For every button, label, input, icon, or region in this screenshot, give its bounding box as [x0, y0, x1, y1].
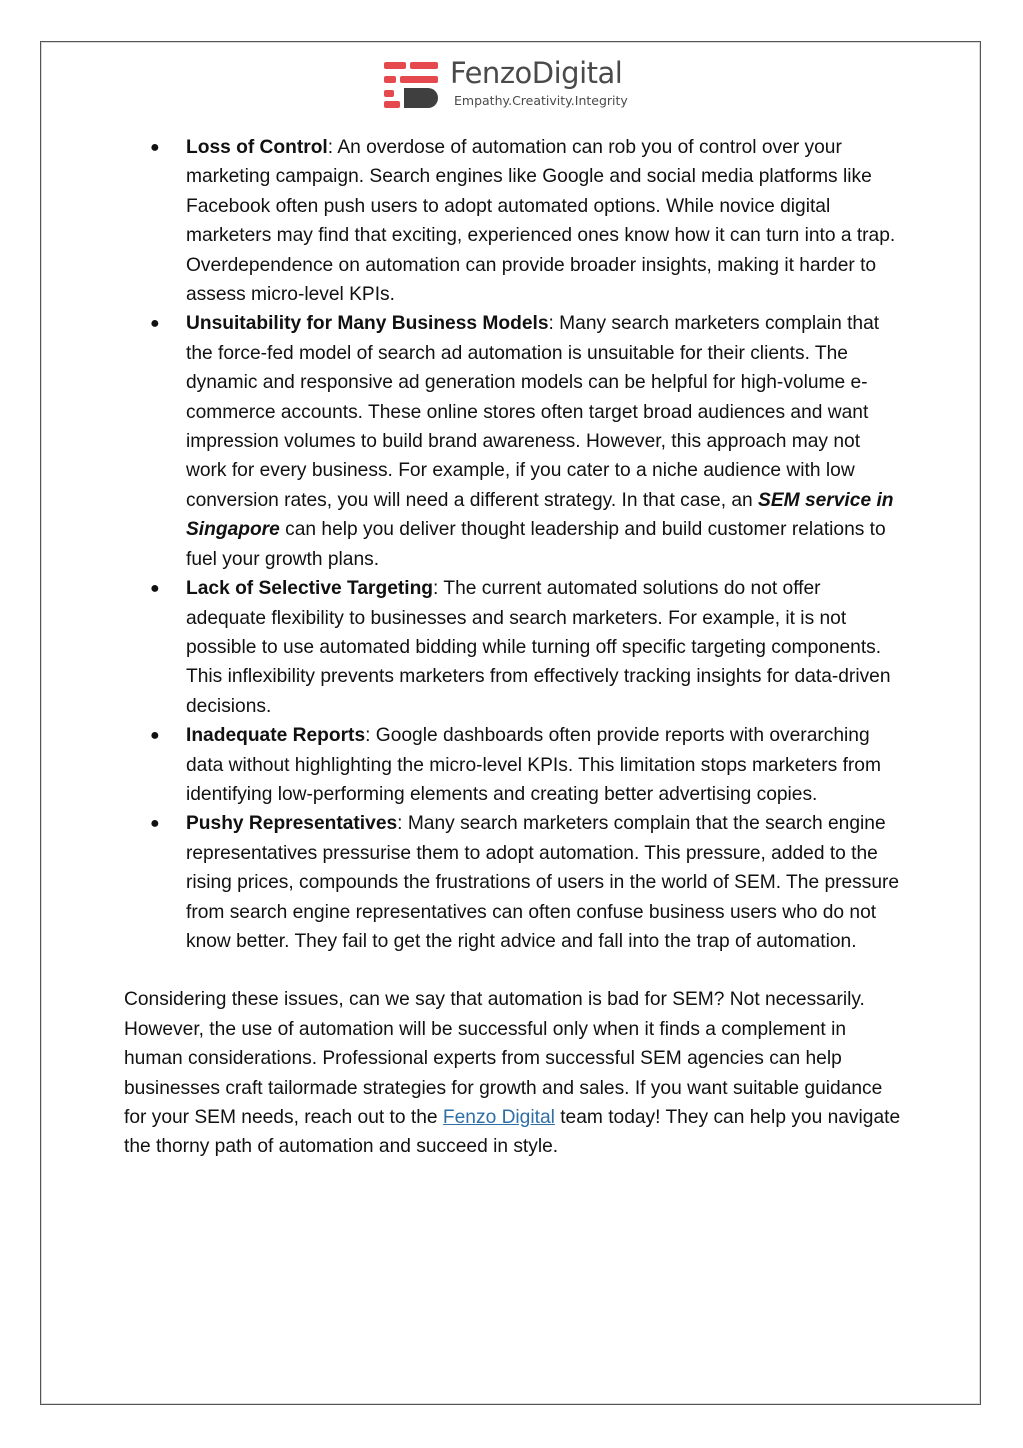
bullet-icon: ●	[150, 315, 160, 333]
bullet-icon: ●	[150, 139, 160, 156]
fenzo-logo-mark-icon	[384, 60, 440, 110]
list-item-text: : Many search marketers complain that the search engine representatives pressurise them to adopt automation. This pressure, added to the rising prices, compounds the frustrations of users in the world of SEM. The pressure from search engine representatives can often confuse business users who do not know better. They fail to get the right advice and fall into the trap of automation.	[186, 813, 900, 952]
list-item-text: : Many search marketers complain that the force-fed model of search ad automation is unsuitable for their clients. The dynamic and responsive ad generation models can be helpful for high-volume e-commerce accounts. These online stores often target broad audiences and want impression volumes to build brand awareness. However, this approach may not work for every business. For example, if you cater to a niche audience with low conversion rates, you will need a different strategy. In that case, an	[186, 313, 880, 511]
logo-tagline: Empathy.Creativity.Integrity	[454, 93, 628, 108]
list-item-term: Pushy Representatives	[186, 813, 398, 835]
list-item-text: : Google dashboards often provide reports with overarching data without highlighting the micro-level KPIs. This limitation stops marketers from identifying low-performing elements and creating better advertising copies.	[186, 725, 881, 805]
list-item-text: : The current automated solutions do not offer adequate flexibility to businesses and search marketers. For example, it is not possible to use automated bidding while turning off specific targeting components. This inflexibility prevents marketers from effectively tracking insights for data-driven decisions.	[186, 578, 891, 717]
list-item	[124, 574, 904, 721]
company-logo	[384, 58, 644, 112]
list-item-term: Inadequate Reports	[186, 725, 366, 747]
list-item	[124, 809, 904, 956]
bullet-icon: ●	[150, 727, 160, 745]
document-body	[124, 133, 904, 1162]
closing-paragraph	[124, 985, 904, 1161]
closing-text-after: team today! They can help you navigate the thorny path of automation and succeed in style.	[124, 1107, 901, 1158]
list-item	[124, 721, 904, 809]
list-item-text-after: can help you deliver thought leadership and build customer relations to fuel your growth plans.	[186, 519, 886, 570]
bullet-icon: ●	[150, 580, 160, 598]
list-item-term: Lack of Selective Targeting	[186, 578, 434, 600]
list-item-term: Loss of Control	[186, 137, 328, 158]
issues-list	[124, 133, 904, 956]
list-item	[124, 133, 904, 309]
logo-name: FenzoDigital	[450, 56, 623, 90]
list-item-term: Unsuitability for Many Business Models	[186, 313, 549, 335]
list-item-text: : An overdose of automation can rob you of control over your marketing campaign. Search engines like Google and social media platforms like Facebook often push users to adopt automated options. While novice digital marketers may find that exciting, experienced ones know how it can turn into a trap. Overdependence on automation can provide broader insights, making it harder to assess micro-level KPIs.	[186, 137, 896, 306]
list-item	[124, 309, 904, 574]
closing-text: Considering these issues, can we say that automation is bad for SEM? Not necessarily. However, the use of automation will be successful only when it finds a complement in human considerations. Professional experts from successful SEM agencies can help businesses craft tailormade strategies for growth and sales. If you want suitable guidance for your SEM needs, reach out to the	[124, 989, 883, 1128]
sem-service-emphasis: SEM service in Singapore	[186, 489, 894, 541]
fenzo-digital-link[interactable]: Fenzo Digital	[442, 1107, 555, 1128]
bullet-icon: ●	[150, 815, 160, 833]
